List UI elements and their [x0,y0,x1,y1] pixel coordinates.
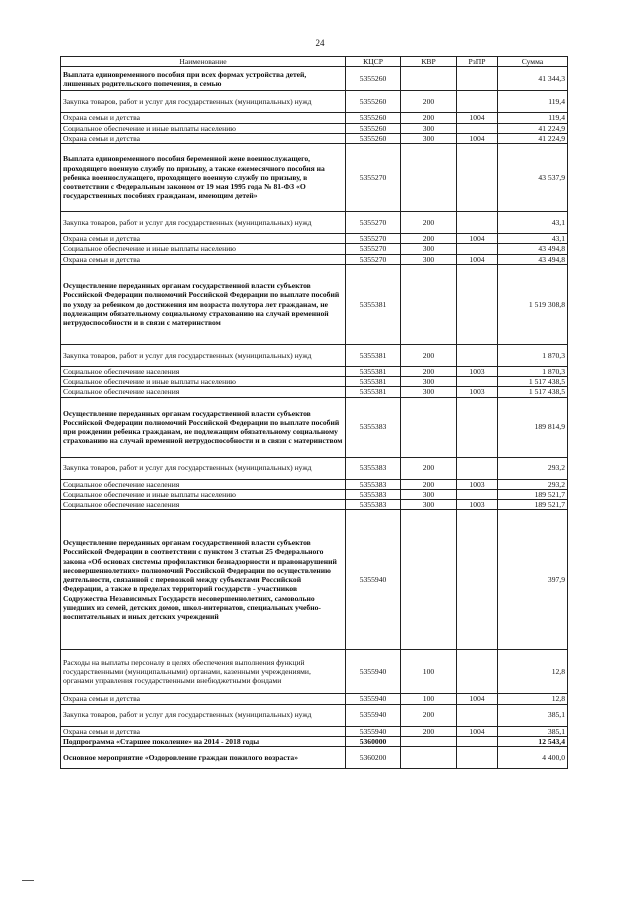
cell-rzpr [457,67,498,91]
cell-kcsr: 5355270 [346,234,401,244]
cell-kcsr: 5355260 [346,133,401,143]
cell-kvr: 100 [401,650,457,694]
cell-sum: 293,2 [498,457,568,479]
cell-kcsr: 5355940 [346,704,401,726]
cell-kvr: 300 [401,387,457,397]
table-row [61,212,568,234]
table-row [61,344,568,366]
table-row [61,113,568,123]
cell-kvr: 200 [401,457,457,479]
cell-name: Подпрограмма «Старшее поколение» на 2014 - 2018 годы [61,736,346,746]
cell-sum: 1 517 438,5 [498,387,568,397]
cell-rzpr [457,123,498,133]
cell-kcsr: 5355381 [346,387,401,397]
table-row [61,67,568,91]
table-row [61,500,568,510]
cell-kcsr: 5355270 [346,212,401,234]
cell-rzpr: 1004 [457,726,498,736]
cell-kcsr: 5355940 [346,650,401,694]
cell-name: Расходы на выплаты персоналу в целях обеспечения выполнения функций государственными (муниципальными) органами, казенными учреждениями, органами управления государственными внебюджетными фондами [61,650,346,694]
table-row [61,489,568,499]
footer-mark [22,880,34,881]
cell-kvr [401,67,457,91]
cell-kcsr: 5355260 [346,123,401,133]
cell-rzpr [457,144,498,212]
cell-kvr: 200 [401,212,457,234]
cell-rzpr [457,344,498,366]
cell-name: Осуществление переданных органам государственной власти субъектов Российской Федерации полномочий Российской Федерации по выплате пособий при рождении ребенка гражданам, не подлежащим обязательному социальному страхованию на случай временной нетрудоспособности и в связи с материнством [61,397,346,457]
cell-name: Выплата единовременного пособия беременной жене военнослужащего, проходящего военную службу по призыву, а также ежемесячного пособия на ребенка военнослужащего, проходящего военную службу по призыву, в соответствии с Федеральным законом от 19 мая 1995 года № 81-ФЗ «О государственных пособиях гражданам, имеющим детей» [61,144,346,212]
cell-rzpr: 1004 [457,694,498,704]
cell-rzpr [457,397,498,457]
cell-name: Социальное обеспечение населения [61,500,346,510]
cell-kcsr: 5355383 [346,479,401,489]
table-body [61,67,568,769]
cell-kvr: 100 [401,694,457,704]
cell-kvr [401,736,457,746]
table-row [61,479,568,489]
cell-kvr: 200 [401,479,457,489]
cell-kcsr: 5355270 [346,144,401,212]
cell-kcsr: 5355270 [346,244,401,254]
cell-sum: 385,1 [498,726,568,736]
cell-rzpr [457,457,498,479]
table-row [61,234,568,244]
table-row [61,387,568,397]
cell-kcsr: 5355940 [346,726,401,736]
cell-name: Социальное обеспечение и иные выплаты населению [61,244,346,254]
cell-kcsr: 5355383 [346,457,401,479]
table-row [61,244,568,254]
cell-kvr: 200 [401,113,457,123]
cell-kcsr: 5355940 [346,694,401,704]
cell-sum: 1 519 308,8 [498,264,568,344]
cell-kcsr: 5355940 [346,510,401,650]
cell-sum: 43,1 [498,212,568,234]
cell-rzpr [457,489,498,499]
cell-rzpr: 1004 [457,234,498,244]
cell-rzpr: 1004 [457,254,498,264]
cell-name: Закупка товаров, работ и услуг для государственных (муниципальных) нужд [61,91,346,113]
cell-kvr: 300 [401,123,457,133]
cell-kcsr: 5360000 [346,736,401,746]
cell-sum: 1 517 438,5 [498,377,568,387]
table-row [61,736,568,746]
cell-sum: 1 870,3 [498,366,568,376]
cell-rzpr: 1003 [457,479,498,489]
cell-name: Социальное обеспечение населения [61,366,346,376]
table-row [61,457,568,479]
cell-name: Охрана семьи и детства [61,234,346,244]
header-name: Наименование [61,57,346,67]
cell-kcsr: 5360200 [346,747,401,769]
header-kcsr: КЦСР [346,57,401,67]
cell-sum: 1 870,3 [498,344,568,366]
cell-kvr: 200 [401,726,457,736]
cell-name: Охрана семьи и детства [61,726,346,736]
cell-name: Охрана семьи и детства [61,133,346,143]
cell-sum: 397,9 [498,510,568,650]
cell-kvr [401,747,457,769]
cell-rzpr: 1003 [457,387,498,397]
table-row [61,91,568,113]
cell-name: Охрана семьи и детства [61,113,346,123]
cell-kcsr: 5355260 [346,91,401,113]
cell-rzpr [457,212,498,234]
cell-name: Основное мероприятие «Оздоровление граждан пожилого возраста» [61,747,346,769]
cell-kcsr: 5355381 [346,344,401,366]
cell-name: Охрана семьи и детства [61,254,346,264]
cell-kcsr: 5355260 [346,113,401,123]
table-row [61,397,568,457]
cell-sum: 43 494,8 [498,254,568,264]
cell-name: Социальное обеспечение и иные выплаты населению [61,123,346,133]
cell-name: Социальное обеспечение и иные выплаты населению [61,489,346,499]
table-row [61,704,568,726]
cell-kvr: 300 [401,500,457,510]
table-row [61,510,568,650]
cell-sum: 41 224,9 [498,133,568,143]
cell-rzpr [457,377,498,387]
cell-kvr: 300 [401,244,457,254]
cell-kvr [401,510,457,650]
table-row [61,377,568,387]
table-row [61,133,568,143]
cell-sum: 189 521,7 [498,489,568,499]
cell-name: Социальное обеспечение и иные выплаты населению [61,377,346,387]
cell-rzpr [457,244,498,254]
cell-name: Выплата единовременного пособия при всех формах устройства детей, лишенных родительского попечения, в семью [61,67,346,91]
cell-kvr: 300 [401,489,457,499]
cell-rzpr [457,704,498,726]
cell-kvr: 200 [401,366,457,376]
cell-rzpr: 1004 [457,113,498,123]
cell-kvr: 200 [401,344,457,366]
cell-sum: 41 344,3 [498,67,568,91]
cell-rzpr [457,747,498,769]
cell-sum: 12 543,4 [498,736,568,746]
cell-sum: 119,4 [498,113,568,123]
cell-name: Охрана семьи и детства [61,694,346,704]
cell-kvr [401,144,457,212]
table-row [61,747,568,769]
cell-rzpr [457,91,498,113]
header-sum: Сумма [498,57,568,67]
cell-kvr: 300 [401,133,457,143]
cell-kvr: 200 [401,91,457,113]
table-row [61,123,568,133]
cell-kcsr: 5355260 [346,67,401,91]
cell-kvr [401,264,457,344]
cell-sum: 189 814,9 [498,397,568,457]
cell-rzpr [457,736,498,746]
cell-rzpr [457,650,498,694]
cell-sum: 12,8 [498,650,568,694]
cell-rzpr: 1004 [457,133,498,143]
cell-sum: 41 224,9 [498,123,568,133]
table-row [61,726,568,736]
cell-kvr: 300 [401,254,457,264]
cell-rzpr [457,510,498,650]
table-row [61,264,568,344]
cell-kcsr: 5355383 [346,489,401,499]
cell-kvr: 200 [401,704,457,726]
cell-name: Закупка товаров, работ и услуг для государственных (муниципальных) нужд [61,212,346,234]
cell-name: Закупка товаров, работ и услуг для государственных (муниципальных) нужд [61,457,346,479]
table-row [61,144,568,212]
cell-sum: 12,8 [498,694,568,704]
cell-kcsr: 5355381 [346,377,401,387]
cell-kvr: 300 [401,377,457,387]
table-row [61,366,568,376]
table-header-row [61,57,568,67]
table-row [61,650,568,694]
page-number: 24 [315,38,325,48]
header-kvr: КВР [401,57,457,67]
cell-name: Социальное обеспечение населения [61,387,346,397]
cell-name: Осуществление переданных органам государственной власти субъектов Российской Федерации в соответствии с пунктом 3 статьи 25 Федерального закона «Об основах системы профилактики безнадзорности и правонарушений несовершеннолетних» полномочий Российской Федерации по осуществлению деятельности, связанной с перевозкой между субъектами Российской Федерации, а также в пределах территорий государств - участников Содружества Независимых Государств несовершеннолетних, самовольно ушедших из семей, детских домов, школ-интернатов, специальных учебно-воспитательных и иных детских учреждений [61,510,346,650]
cell-sum: 4 400,0 [498,747,568,769]
cell-sum: 43 537,9 [498,144,568,212]
table-row [61,254,568,264]
cell-kcsr: 5355383 [346,500,401,510]
table-row [61,694,568,704]
cell-sum: 43 494,8 [498,244,568,254]
cell-sum: 43,1 [498,234,568,244]
budget-table [60,56,568,769]
cell-name: Социальное обеспечение населения [61,479,346,489]
cell-kcsr: 5355383 [346,397,401,457]
cell-rzpr: 1003 [457,500,498,510]
cell-rzpr [457,264,498,344]
cell-name: Закупка товаров, работ и услуг для государственных (муниципальных) нужд [61,344,346,366]
cell-sum: 189 521,7 [498,500,568,510]
cell-rzpr: 1003 [457,366,498,376]
cell-sum: 119,4 [498,91,568,113]
cell-name: Осуществление переданных органам государственной власти субъектов Российской Федерации полномочий Российской Федерации по выплате пособий по уходу за ребенком до достижения им возраста полутора лет гражданам, не подлежащим обязательному социальному страхованию на случай временной нетрудоспособности и в связи с материнством [61,264,346,344]
cell-kvr [401,397,457,457]
header-rzpr: РзПР [457,57,498,67]
cell-sum: 293,2 [498,479,568,489]
cell-kcsr: 5355270 [346,254,401,264]
cell-sum: 385,1 [498,704,568,726]
cell-name: Закупка товаров, работ и услуг для государственных (муниципальных) нужд [61,704,346,726]
cell-kcsr: 5355381 [346,264,401,344]
cell-kcsr: 5355381 [346,366,401,376]
cell-kvr: 200 [401,234,457,244]
